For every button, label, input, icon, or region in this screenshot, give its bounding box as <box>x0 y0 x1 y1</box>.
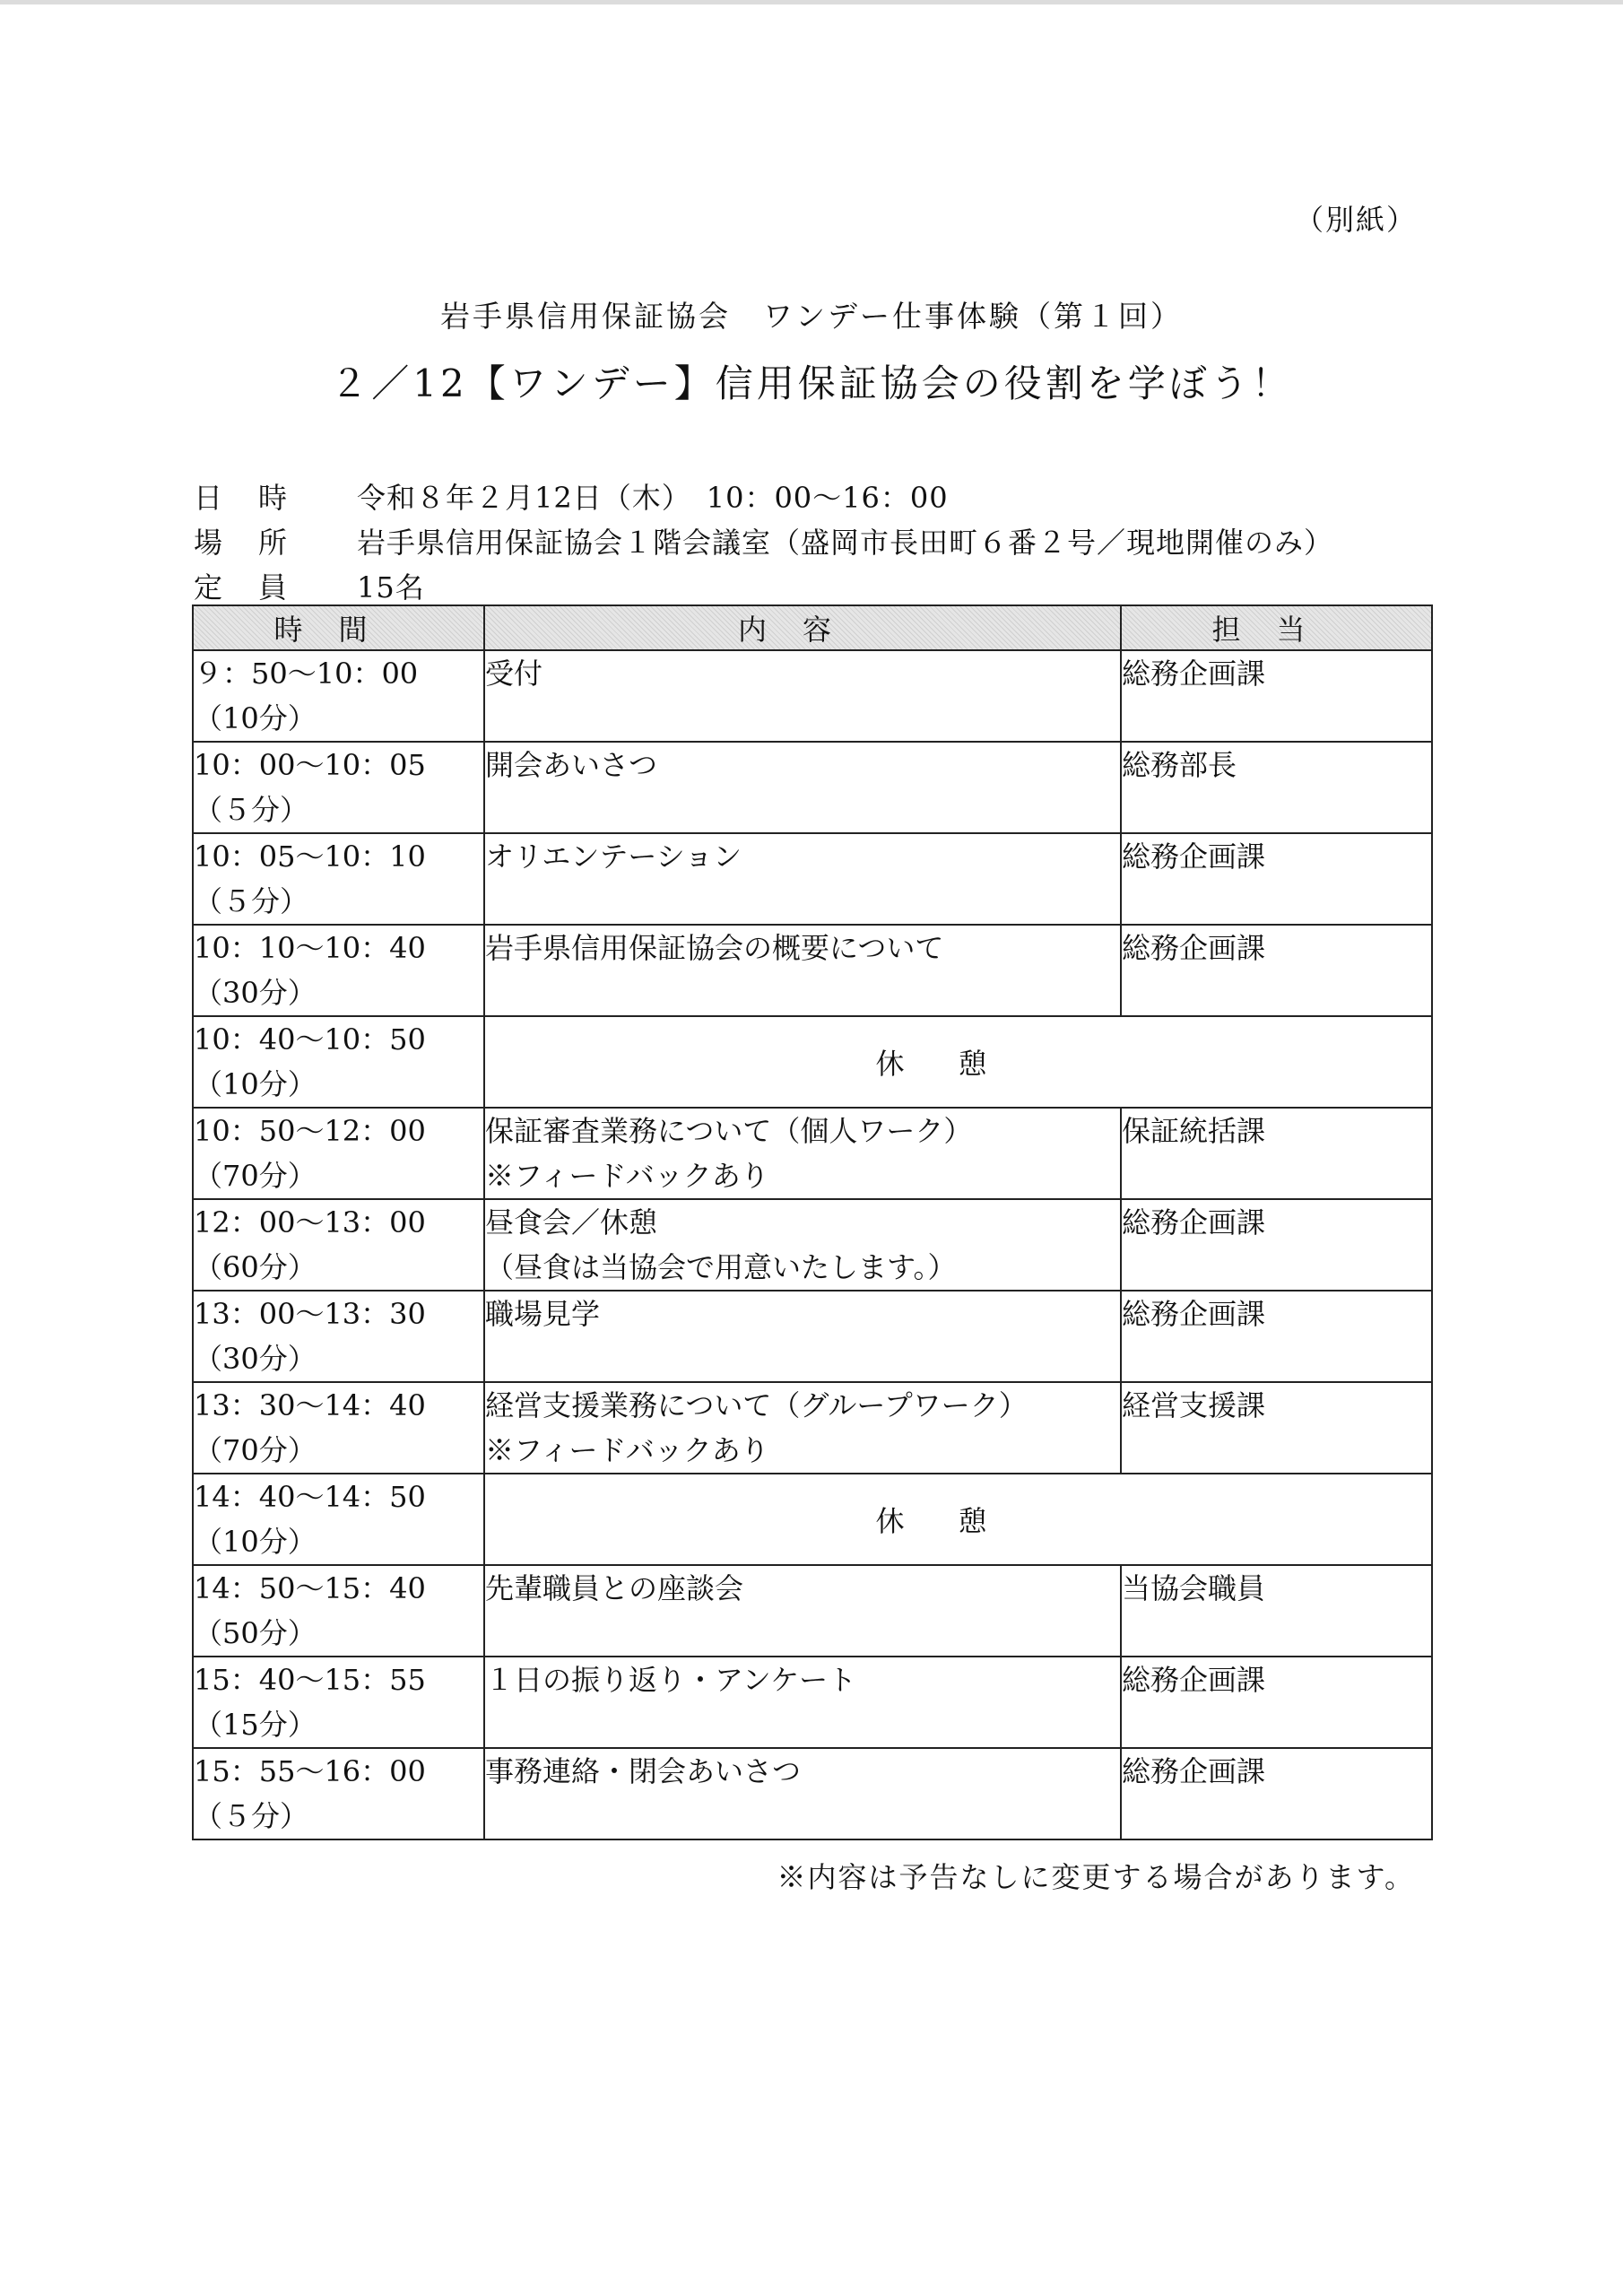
person-cell: 総務企画課 <box>1121 1657 1432 1748</box>
content-line: ※フィードバックあり <box>485 1433 769 1467</box>
time-range: ９：50～10：00 <box>194 657 419 691</box>
content-cell <box>484 1565 1121 1657</box>
duration: （70分） <box>194 1433 317 1467</box>
time-cell <box>193 1657 484 1748</box>
table-row <box>193 1199 1432 1291</box>
content-cell <box>484 925 1121 1016</box>
person-cell: 総務部長 <box>1121 742 1432 833</box>
time-cell <box>193 650 484 742</box>
time-cell <box>193 1016 484 1108</box>
person-cell: 総務企画課 <box>1121 1291 1432 1382</box>
break-cell: 休憩 <box>484 1016 1432 1108</box>
attachment-label: （別紙） <box>1294 203 1417 237</box>
time-range: 12：00～13：00 <box>194 1205 426 1239</box>
duration: （60分） <box>194 1250 317 1284</box>
content-line: オリエンテーション <box>485 839 742 874</box>
header-person: 担当 <box>1121 605 1432 650</box>
date-label: 日 時 <box>194 481 291 515</box>
content-cell <box>484 1382 1121 1474</box>
content-line: 開会あいさつ <box>485 748 658 782</box>
time-range: 10：40～10：50 <box>194 1022 426 1057</box>
person-cell: 保証統括課 <box>1121 1108 1432 1199</box>
content-cell <box>484 650 1121 742</box>
time-range: 10：10～10：40 <box>194 931 426 965</box>
table-row <box>193 1382 1432 1474</box>
person-cell: 総務企画課 <box>1121 1748 1432 1839</box>
content-line: 岩手県信用保証協会の概要について <box>485 931 944 965</box>
time-range: 10：50～12：00 <box>194 1114 426 1148</box>
time-range: 13：00～13：30 <box>194 1297 426 1331</box>
person-cell: 総務企画課 <box>1121 1199 1432 1291</box>
scan-edge <box>0 0 1623 4</box>
duration: （10分） <box>194 701 317 735</box>
time-cell <box>193 1108 484 1199</box>
document-title: ２／12【ワンデー】信用保証協会の役割を学ぼう！ <box>330 361 1293 405</box>
date-value: 令和８年２月12日（木） 10：00～16：00 <box>357 481 949 515</box>
content-line: ※フィードバックあり <box>485 1159 769 1193</box>
person-cell: 総務企画課 <box>1121 925 1432 1016</box>
content-cell <box>484 1748 1121 1839</box>
person-cell: 総務企画課 <box>1121 833 1432 925</box>
content-cell <box>484 1657 1121 1748</box>
content-line: 受付 <box>485 657 543 691</box>
header-time: 時間 <box>193 605 484 650</box>
time-range: 13：30～14：40 <box>194 1388 426 1422</box>
time-cell <box>193 742 484 833</box>
time-cell <box>193 1291 484 1382</box>
duration: （５分） <box>194 793 309 827</box>
content-line: 事務連絡・閉会あいさつ <box>485 1754 802 1788</box>
table-row <box>193 1657 1432 1748</box>
venue-value: 岩手県信用保証協会１階会議室（盛岡市長田町６番２号／現地開催のみ） <box>357 526 1334 560</box>
person-cell: 総務企画課 <box>1121 650 1432 742</box>
duration: （10分） <box>194 1525 317 1559</box>
person-cell: 当協会職員 <box>1121 1565 1432 1657</box>
time-range: 15：40～15：55 <box>194 1663 426 1697</box>
time-range: 14：50～15：40 <box>194 1571 426 1605</box>
time-cell <box>193 833 484 925</box>
table-row <box>193 742 1432 833</box>
content-cell <box>484 742 1121 833</box>
table-row <box>193 1474 1432 1565</box>
duration: （70分） <box>194 1159 317 1193</box>
content-cell <box>484 833 1121 925</box>
time-range: 14：40～14：50 <box>194 1480 426 1514</box>
duration: （５分） <box>194 1799 309 1833</box>
content-cell <box>484 1108 1121 1199</box>
time-cell <box>193 1748 484 1839</box>
duration: （15分） <box>194 1708 317 1742</box>
header-content: 内容 <box>484 605 1121 650</box>
table-row <box>193 833 1432 925</box>
time-cell <box>193 925 484 1016</box>
venue-label: 場 所 <box>194 526 291 560</box>
duration: （50分） <box>194 1616 317 1650</box>
capacity-label: 定 員 <box>194 570 291 604</box>
footnote: ※内容は予告なしに変更する場合があります。 <box>777 1860 1415 1894</box>
table-row <box>193 925 1432 1016</box>
break-cell: 休憩 <box>484 1474 1432 1565</box>
capacity-value: 15名 <box>357 570 425 604</box>
document-subtitle: 岩手県信用保証協会 ワンデー仕事体験（第１回） <box>440 299 1183 334</box>
schedule-header-row <box>193 605 1432 650</box>
person-cell: 経営支援課 <box>1121 1382 1432 1474</box>
duration: （10分） <box>194 1067 317 1101</box>
content-line: 職場見学 <box>485 1297 601 1331</box>
time-range: 10：00～10：05 <box>194 748 426 782</box>
table-row <box>193 1108 1432 1199</box>
time-range: 10：05～10：10 <box>194 839 426 874</box>
content-cell <box>484 1199 1121 1291</box>
table-row <box>193 650 1432 742</box>
content-line: 昼食会／休憩 <box>485 1205 658 1239</box>
table-row <box>193 1748 1432 1839</box>
schedule-table <box>192 604 1433 1840</box>
time-cell <box>193 1199 484 1291</box>
duration: （30分） <box>194 1342 317 1376</box>
content-line: １日の振り返り・アンケート <box>485 1663 857 1697</box>
time-cell <box>193 1382 484 1474</box>
table-row <box>193 1565 1432 1657</box>
content-line: （昼食は当協会で用意いたします。） <box>485 1250 957 1284</box>
time-cell <box>193 1565 484 1657</box>
content-line: 保証審査業務について（個人ワーク） <box>485 1114 973 1148</box>
content-line: 経営支援業務について（グループワーク） <box>485 1388 1028 1422</box>
time-cell <box>193 1474 484 1565</box>
table-row <box>193 1016 1432 1108</box>
content-cell <box>484 1291 1121 1382</box>
table-row <box>193 1291 1432 1382</box>
time-range: 15：55～16：00 <box>194 1754 426 1788</box>
duration: （30分） <box>194 976 317 1010</box>
content-line: 先輩職員との座談会 <box>485 1571 744 1605</box>
duration: （５分） <box>194 884 309 918</box>
